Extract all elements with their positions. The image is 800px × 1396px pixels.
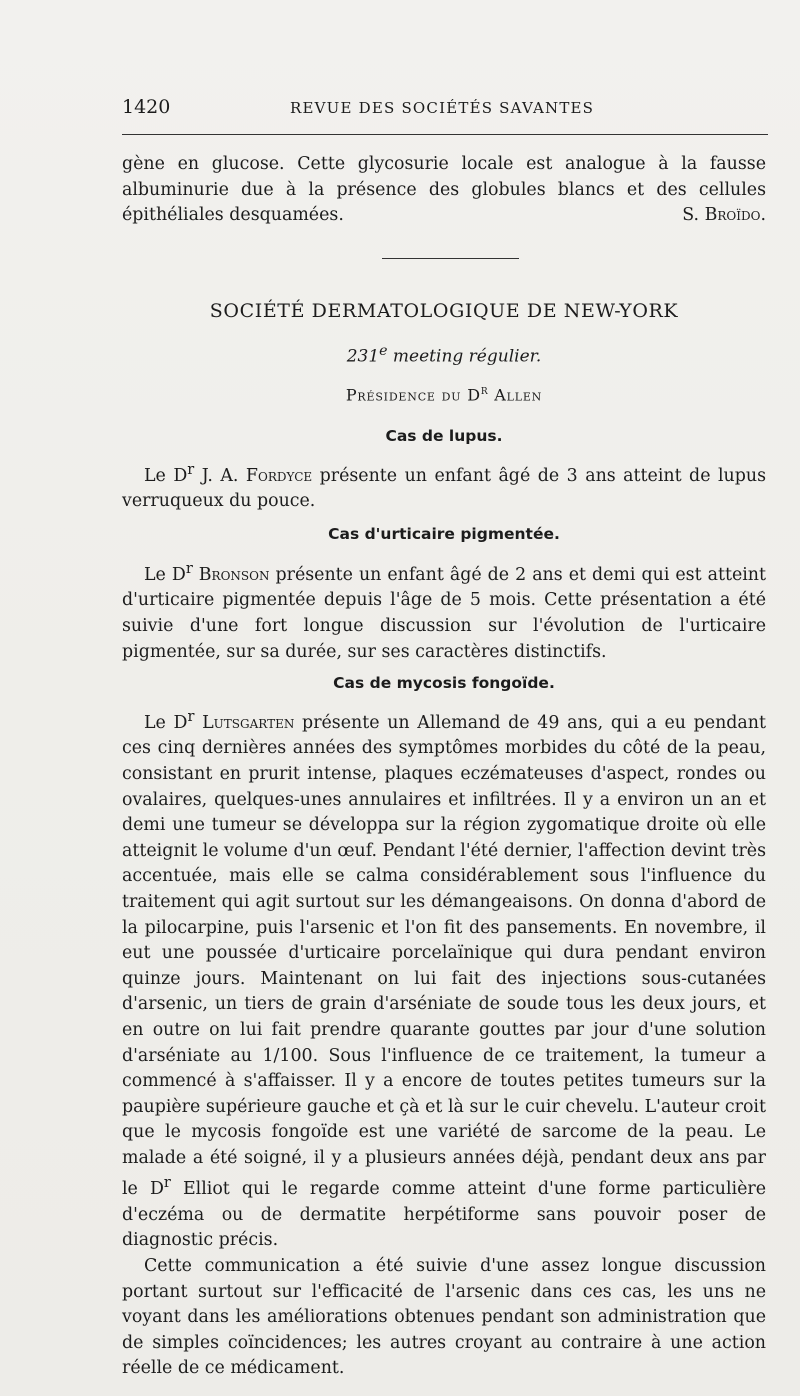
doctor-name: Lutsgarten xyxy=(194,712,295,733)
meeting-superscript: e xyxy=(379,343,388,359)
doctor-superscript: r xyxy=(187,709,195,725)
presidence-superscript: r xyxy=(480,383,489,398)
section-paragraph xyxy=(122,557,766,665)
section-urticaire-heading xyxy=(122,525,766,543)
section-title: Cas d'urticaire pigmentée. xyxy=(328,525,560,543)
running-head: REVUE DES SOCIÉTÉS SAVANTES xyxy=(290,99,595,117)
doctor-prefix: Le D xyxy=(144,564,186,585)
doctor-superscript: r xyxy=(187,462,195,478)
discussion-paragraph: Cette communication a été suivie d'une assez longue discussion portant surtout sur l'efficacité de l'arsenic dans ces cas, les uns ne voyant dans les améliorations obtenues pendant son administration que de simples coïncidences; les autres croyant au contraire à une action réelle de ce médicament. xyxy=(122,1256,766,1379)
paragraph-text: présente un Allemand de 49 ans, qui a eu pendant ces cinq dernières années des symptômes morbides du côté de la peau, consistant en prurit intense, plaques eczémateuses d'aspect, rondes ou ovalaires, quelques-unes annulaires et infiltrées. Il y a environ un an et demi une tumeur se développa sur la région zygomatique droite où elle atteignit le volume d'un œuf. Pendant l'été dernier, l'affection devint très accentuée, mais elle se calma considérablement sous l'influence du traitement qui agit surtout sur les démangeaisons. On donna d'abord de la pilocarpine, puis l'arsenic et l'on fit des pansements. En novembre, il eut une poussée d'urticaire porcelaïnique qui dura pendant environ quinze jours. Maintenant on lui fait des injections sous-cutanées d'arsenic, un tiers de grain d'arséniate de soude tous les deux jours, et en outre on lui fait prendre quarante gouttes par jour d'une solution d'arséniate au 1/100. Sous l'influence de ce traitement, la tumeur a commencé à s'affaisser. Il y a encore de toutes petites tumeurs sur la paupière supérieure gauche et çà et là sur le cuir chevelu. L'auteur croit que le mycosis fongoïde est une variété de sarcome de la peau. Le malade a été soigné, il y a plusieurs années déjà, pendant deux ans par le D xyxy=(122,712,766,1200)
doctor-prefix: Le D xyxy=(144,712,188,733)
doctor-name: Bronson xyxy=(192,564,270,585)
section-title: Cas de mycosis fongoïde. xyxy=(333,674,555,692)
previous-article-end xyxy=(122,152,766,229)
section-lupus-body xyxy=(122,458,766,515)
section-title: Cas de lupus. xyxy=(385,427,503,445)
doctor-superscript: r xyxy=(163,1175,171,1192)
society-title: SOCIÉTÉ DERMATOLOGIQUE DE NEW-YORK xyxy=(209,300,679,322)
paragraph-text: présente un enfant âgé de 2 ans et demi qui est atteint d'urticaire pigmentée depuis l'âge de 5 mois. Cette présentation a été suivie d'une fort longue discussion sur l'évolution de l'urticaire pigmentée, sur sa durée, sur ses caractères distinctifs. xyxy=(122,564,766,662)
continuation-paragraph: gène en glucose. Cette glycosurie locale est analogue à la fausse albuminurie due à la présence des globules blancs et des cellules épithéliales desquamées. xyxy=(122,154,766,226)
section-urticaire-body xyxy=(122,557,766,665)
paragraph-text: présente un enfant âgé de 3 ans atteint de lupus verruqueux du pouce. xyxy=(122,465,766,512)
presidence-prefix: Présidence du D xyxy=(345,385,481,405)
header-rule xyxy=(122,134,768,135)
section-paragraph xyxy=(122,705,766,1254)
meeting-number: 231 xyxy=(346,346,380,367)
paragraph-text: Elliot qui le regarde comme atteint d'une forme particulière d'eczéma ou de dermatite herpétiforme sans pouvoir poser de diagnostic précis. xyxy=(122,1179,766,1251)
section-mycosis-heading xyxy=(122,674,766,692)
doctor-name: J. A. Fordyce xyxy=(194,465,313,486)
page-header xyxy=(120,96,760,126)
section-lupus-heading xyxy=(122,427,766,445)
section-separator xyxy=(382,258,519,259)
doctor-prefix: Le D xyxy=(144,465,188,486)
presidence-name: Allen xyxy=(488,385,543,405)
presidence-line xyxy=(122,383,766,404)
page-number: 1420 xyxy=(122,96,171,118)
section-mycosis-body xyxy=(122,705,766,1382)
meeting-subtitle xyxy=(122,343,766,367)
doctor-superscript: r xyxy=(185,561,193,577)
author-signature: S. Broïdo. xyxy=(682,205,766,226)
meeting-label: meeting régulier. xyxy=(387,346,542,367)
section-paragraph xyxy=(122,458,766,515)
